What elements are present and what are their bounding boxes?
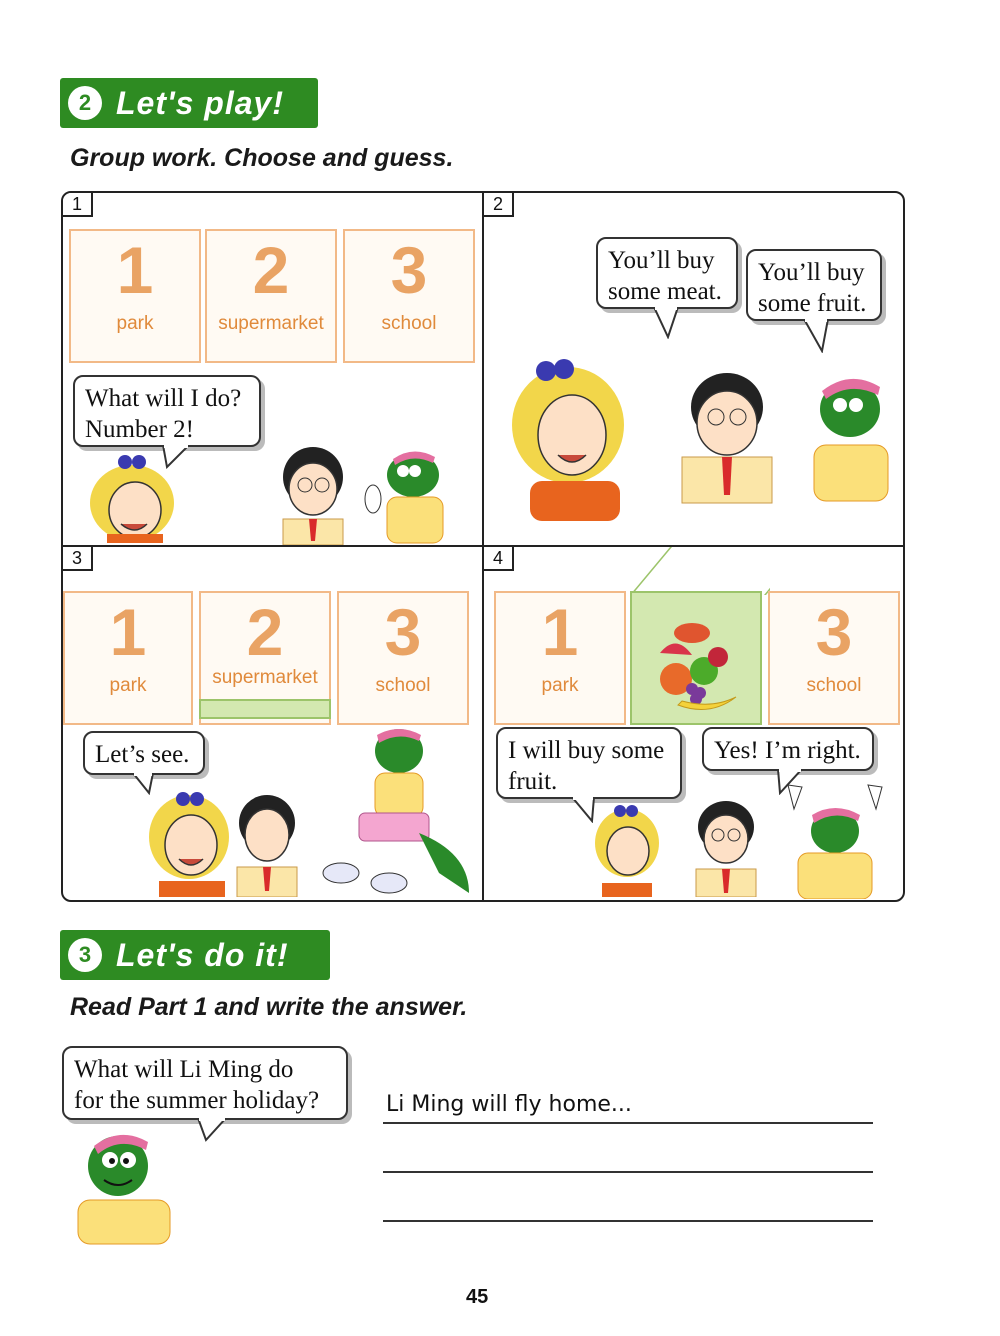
bubble-tail: [196, 1118, 230, 1142]
section-title: Let's do it!: [116, 936, 289, 973]
panel-number: 1: [63, 193, 93, 217]
panel-number: 2: [484, 193, 514, 217]
bubble-line: What will I do?: [85, 385, 242, 412]
dinosaur-illustration: [74, 1124, 174, 1246]
bubble-line: What will Li Ming do: [74, 1056, 294, 1083]
card-number: 2: [252, 233, 290, 307]
boy-illustration: [231, 791, 303, 897]
card-label: school: [375, 675, 431, 696]
card-label: school: [381, 313, 437, 334]
boy-illustration: [672, 365, 782, 505]
girl-illustration: [77, 448, 187, 543]
comic-strip: [61, 191, 905, 902]
bubble-line: Let’s see.: [95, 741, 190, 768]
card-park: [494, 591, 626, 725]
opened-card-flap: [630, 547, 770, 597]
bubble-line: Yes! I’m right.: [714, 737, 861, 764]
card-label: park: [116, 313, 154, 334]
card-park: [63, 591, 193, 725]
card-label: park: [109, 675, 147, 696]
card-number: 1: [116, 233, 154, 307]
card-label: supermarket: [212, 667, 318, 688]
panel-3: [63, 547, 482, 900]
bubble-line: for the summer holiday?: [74, 1087, 320, 1114]
page-number: 45: [466, 1286, 489, 1308]
boy-illustration: [273, 441, 353, 545]
card-number: 3: [815, 595, 853, 669]
panel-1: [63, 193, 482, 545]
section-number: 3: [68, 938, 102, 972]
fruit-illustration: [632, 593, 760, 723]
answer-line[interactable]: [383, 1171, 873, 1173]
card-number: 3: [384, 595, 422, 669]
answer-line[interactable]: [383, 1122, 873, 1124]
section-number: 2: [68, 86, 102, 120]
section-3-header: [60, 930, 330, 980]
bubble-line: some fruit.: [758, 290, 867, 317]
section-title: Let's play!: [116, 84, 284, 121]
girl-illustration: [506, 355, 636, 525]
boy-illustration: [688, 797, 764, 897]
panel-2: [484, 193, 903, 545]
bubble-tail: [802, 319, 832, 353]
card-school: [768, 591, 900, 725]
panel-4: [484, 547, 903, 900]
lifted-card-edge: [199, 699, 331, 719]
card-school: [337, 591, 469, 725]
card-label: school: [806, 675, 862, 696]
answer-line[interactable]: [383, 1220, 873, 1222]
panel-number: 3: [63, 547, 93, 571]
speech-bubble: [83, 731, 205, 775]
girl-illustration: [145, 787, 235, 897]
bubble-line: fruit.: [508, 768, 558, 795]
card-fruit-revealed: [630, 591, 762, 725]
question-bubble: [62, 1046, 348, 1120]
card-number: 3: [390, 233, 428, 307]
dinosaur-illustration: [806, 365, 896, 505]
bubble-tail: [652, 307, 682, 339]
card-supermarket: [205, 229, 337, 363]
speech-bubble: [496, 727, 682, 799]
girl-illustration: [592, 801, 662, 897]
speech-bubble: [596, 237, 738, 309]
dinosaur-illustration: [319, 723, 479, 899]
speech-bubble: [702, 727, 874, 771]
bubble-line: You’ll buy: [758, 259, 865, 286]
speech-bubble: [746, 249, 882, 321]
card-park: [69, 229, 201, 363]
section-2-header: [60, 78, 318, 128]
card-number: 1: [109, 595, 147, 669]
card-number: 2: [246, 595, 284, 669]
panel-number: 4: [484, 547, 514, 571]
answer-text: Li Ming will fly home...: [386, 1092, 632, 1117]
dinosaur-illustration: [780, 779, 890, 899]
section-3-instruction: Read Part 1 and write the answer.: [70, 993, 468, 1021]
bubble-line: Number 2!: [85, 416, 194, 443]
card-label: supermarket: [218, 313, 324, 334]
bubble-line: I will buy some: [508, 737, 665, 764]
card-school: [343, 229, 475, 363]
card-number: 1: [541, 595, 579, 669]
dinosaur-illustration: [355, 441, 455, 545]
bubble-line: You’ll buy: [608, 247, 715, 274]
speech-bubble: [73, 375, 261, 447]
card-label: park: [541, 675, 579, 696]
bubble-line: some meat.: [608, 278, 722, 305]
section-2-instruction: Group work. Choose and guess.: [70, 144, 454, 172]
